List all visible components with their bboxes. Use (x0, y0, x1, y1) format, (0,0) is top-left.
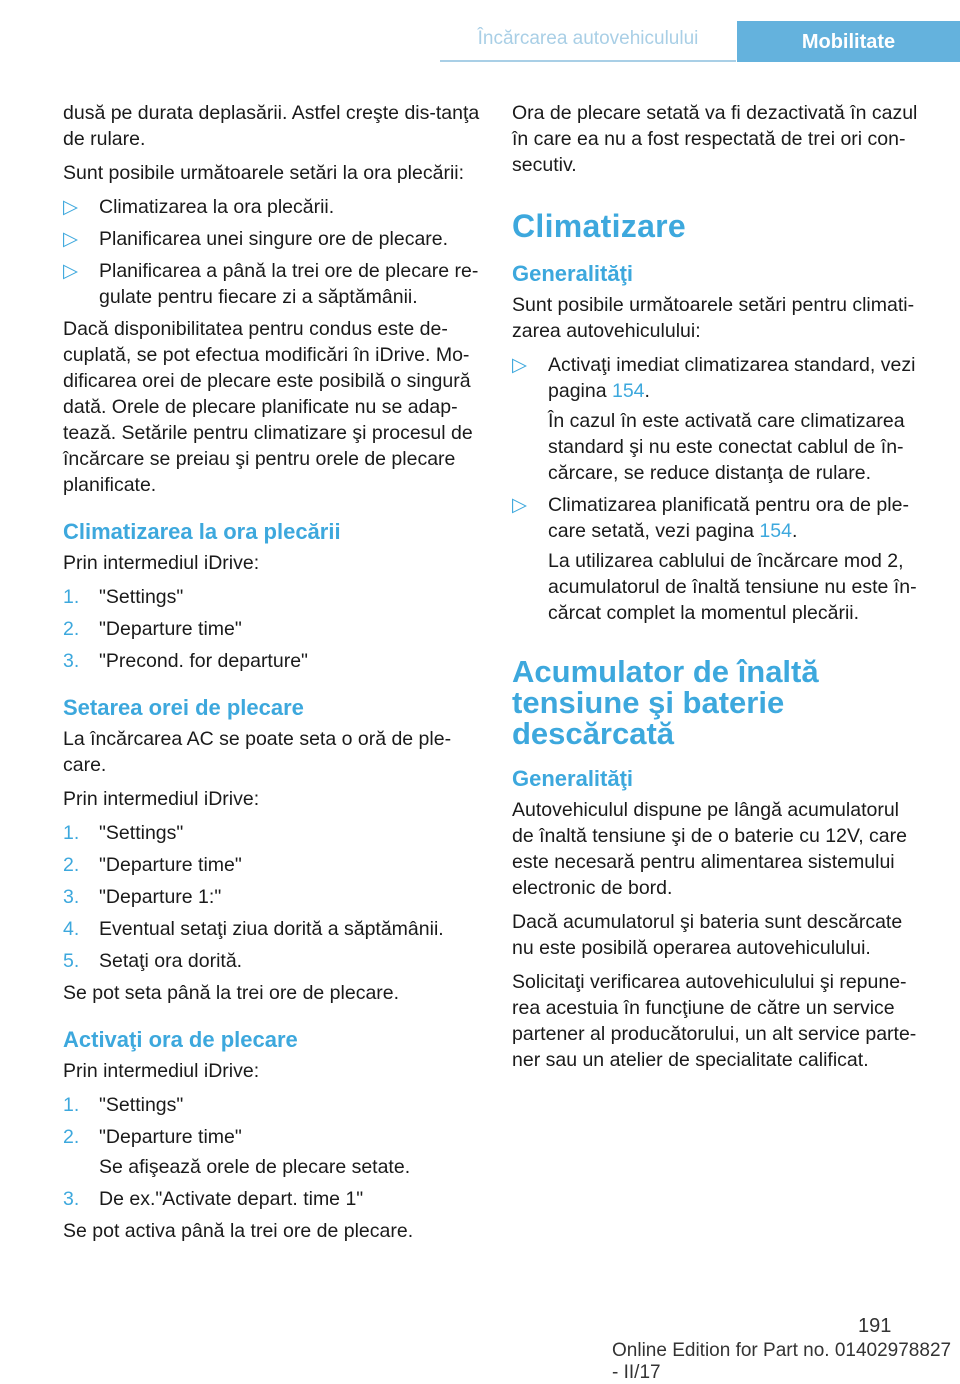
list-item-note: În cazul în este activată care climatizarea standard şi nu este conectat cablul de în-cărcare, se reduce distanţa de rulare. (548, 410, 905, 484)
chapter-heading: Acumulator de înaltă tensiune şi baterie descărcată (512, 654, 819, 751)
step-note: Se afişează orele de plecare setate. (99, 1156, 411, 1178)
triangle-bullet-icon: ▷ (512, 354, 527, 376)
chapter-heading: Climatizare (512, 208, 687, 244)
list-item: ▷ Climatizarea planificată pentru ora de ple-care setată, vezi pagina 154. La utilizarea cablului de încărcare mod 2, acumulatorul de înaltă tensiune nu este în-cărcat complet la momentul plecării. (512, 492, 926, 626)
step-item: 5. Setaţi ora dorită. (63, 950, 243, 972)
step-item: 2. "Departure time" Se afişează orele de plecare setate. (63, 1124, 481, 1180)
section-underline (440, 60, 736, 62)
step-item: 3. De ex."Activate depart. time 1" (63, 1188, 364, 1210)
page-link[interactable]: 154 (611, 380, 645, 402)
triangle-bullet-icon: ▷ (512, 494, 527, 516)
left-column (63, 100, 481, 1252)
steps-list (63, 820, 481, 974)
idrive-lead: Prin intermediul iDrive: (63, 552, 260, 574)
triangle-bullet-icon: ▷ (63, 196, 78, 218)
section-title: Încărcarea autovehiculului (477, 28, 699, 49)
triangle-bullet-icon: ▷ (63, 228, 78, 250)
settings-lead: Sunt posibile următoarele setări la ora plecării: (63, 162, 465, 184)
page-number: 191 (858, 1315, 892, 1337)
step-item: 2. "Departure time" (63, 618, 242, 640)
body-paragraph: Sunt posibile următoarele setări pentru climati-zarea autovehiculului: (512, 294, 915, 342)
idrive-lead: Prin intermediul iDrive: (63, 1060, 260, 1082)
step-item: 2. "Departure time" (63, 854, 242, 876)
section-heading: Generalităţi (512, 766, 634, 791)
section-heading: Generalităţi (512, 261, 634, 286)
list-item: ▷ Planificarea a până la trei ore de plecare re-gulate pentru fiecare zi a săptămânii. (63, 260, 479, 308)
steps-list (63, 584, 481, 674)
body-paragraph: Se pot activa până la trei ore de plecare. (63, 1220, 414, 1242)
step-item: 1. "Settings" (63, 586, 184, 608)
intro-paragraph: dusă pe durata deplasării. Astfel creşte dis-tanţa de rulare. (63, 102, 480, 150)
step-item: 3. "Departure 1:" (63, 886, 222, 908)
body-paragraph: La încărcarea AC se poate seta o oră de ple-care. (63, 728, 452, 776)
chapter-tab[interactable]: Mobilitate (737, 21, 960, 62)
steps-list (63, 1092, 481, 1212)
body-paragraph: Ora de plecare setată va fi dezactivată în cazul în care ea nu a fost respectată de trei ori con-secutiv. (512, 102, 918, 176)
settings-list (63, 194, 481, 310)
body-paragraph: Autovehiculul dispune pe lângă acumulatorul de înaltă tensiune şi de o baterie cu 12V, care este necesară pentru alimentarea sistemului electronic de bord. (512, 799, 907, 899)
body-paragraph: Se pot seta până la trei ore de plecare. (63, 982, 400, 1004)
page-header (0, 0, 960, 62)
list-item: ▷ Climatizarea la ora plecării. (63, 196, 335, 218)
body-paragraph: Dacă disponibilitatea pentru condus este de-cuplată, se pot efectua modificări în iDrive. Mo-dificarea orei de plecare este posibilă o singură dată. Orele de plecare planificate nu se adap-tează. Setările pentru climatizare şi procesul de încărcare se preiau şi pentru orele de plecare planificate. (63, 318, 473, 496)
step-item: 4. Eventual setaţi ziua dorită a săptămânii. (63, 918, 444, 940)
section-heading: Setarea orei de plecare (63, 695, 304, 720)
section-heading: Climatizarea la ora plecării (63, 519, 341, 544)
triangle-bullet-icon: ▷ (63, 260, 78, 282)
step-item: 3. "Precond. for departure" (63, 650, 308, 672)
body-paragraph: Dacă acumulatorul şi bateria sunt descărcate nu este posibilă operarea autovehiculului. (512, 911, 903, 959)
options-list (512, 352, 926, 626)
step-item: 1. "Settings" (63, 822, 184, 844)
right-column (512, 100, 926, 1081)
list-item-note: La utilizarea cablului de încărcare mod 2, acumulatorul de înaltă tensiune nu este în-cărcat complet la momentul plecării. (548, 550, 917, 624)
page-link[interactable]: 154 (759, 520, 792, 542)
body-paragraph: Solicitaţi verificarea autovehiculului şi repune-rea acestuia în funcţiune de către un service partener al producătorului, un alt service parte-ner sau un atelier de specialitate calificat. (512, 971, 917, 1071)
list-item: ▷ Planificarea unei singure ore de plecare. (63, 228, 449, 250)
step-item: 1. "Settings" (63, 1094, 184, 1116)
list-item: ▷ Activaţi imediat climatizarea standard, vezi pagina 154. În cazul în este activată care climatizarea standard şi nu este conectat cablul de în-cărcare, se reduce distanţa de rulare. (512, 352, 926, 486)
idrive-lead: Prin intermediul iDrive: (63, 788, 260, 810)
footer-edition: Online Edition for Part no. 01402978827 - II/17 (612, 1340, 952, 1383)
section-heading: Activaţi ora de plecare (63, 1027, 298, 1052)
